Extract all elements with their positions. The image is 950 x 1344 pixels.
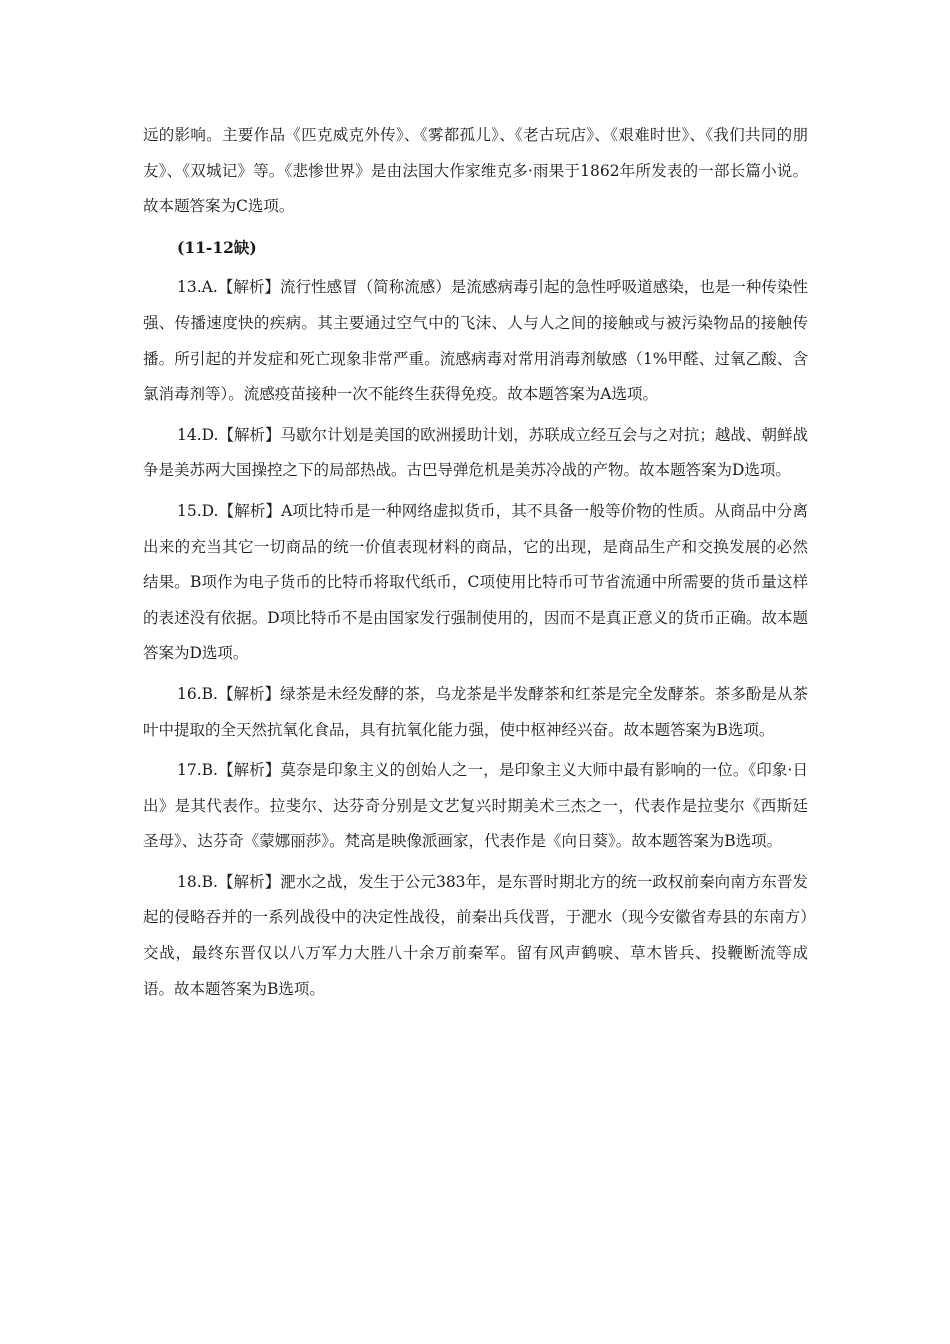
analysis-tag: 【解析】 [217, 872, 281, 891]
analysis-tag: 【解析】 [217, 761, 281, 780]
answer-text: 绿茶是未经发酵的茶，乌龙茶是半发酵茶和红茶是完全发酵茶。茶多酚是从茶叶中提取的全天然抗氧化食品，具有抗氧化能力强，使中枢神经兴奋。故本题答案为B选项。 [143, 684, 808, 739]
analysis-tag: 【解析】 [217, 278, 280, 297]
answer-text: 淝水之战，发生于公元383年，是东晋时期北方的统一政权前秦向南方东晋发起的侵略吞并的一系列战役中的决定性战役，前秦出兵伐晋，于淝水（现今安徽省寿县的东南方）交战，最终东晋仅以八万军力大胜八十余万前秦军。留有风声鹤唳、草木皆兵、投鞭断流等成语。故本题答案为B选项。 [143, 872, 808, 998]
answer-text: 流行性感冒（简称流感）是流感病毒引起的急性呼吸道感染，也是一种传染性强、传播速度快的疾病。其主要通过空气中的飞沫、人与人之间的接触或与被污染物品的接触传播。所引起的并发症和死亡现象非常严重。流感病毒对常用消毒剂敏感（1%甲醛、过氧乙酸、含氯消毒剂等）。流感疫苗接种一次不能终生获得免疫。故本题答案为A选项。 [143, 278, 808, 404]
answer-number: 14.D. [177, 425, 219, 444]
answer-16 [143, 677, 808, 748]
continuation-paragraph: 远的影响。主要作品《匹克威克外传》、《雾都孤儿》、《老古玩店》、《艰难时世》、《我们共同的朋友》、《双城记》等。《悲惨世界》是由法国大作家维克多·雨果于1862年所发表的一部长篇小说。故本题答案为C选项。 [143, 126, 808, 216]
answer-text: 马歇尔计划是美国的欧洲援助计划，苏联成立经互会与之对抗；越战、朝鲜战争是美苏两大国操控之下的局部热战。古巴导弹危机是美苏冷战的产物。故本题答案为D选项。 [143, 425, 808, 480]
missing-questions-note: (11-12缺) [177, 237, 257, 257]
answer-number: 17.B. [177, 761, 218, 780]
answer-18 [143, 865, 808, 1007]
answer-number: 18.B. [177, 872, 218, 891]
answer-number: 15.D. [177, 501, 219, 520]
analysis-tag: 【解析】 [218, 501, 282, 520]
analysis-tag: 【解析】 [217, 684, 281, 703]
analysis-tag: 【解析】 [218, 425, 281, 444]
answer-text: 莫奈是印象主义的创始人之一，是印象主义大师中最有影响的一位。《印象·日出》是其代表作。拉斐尔、达芬奇分别是文艺复兴时期美术三杰之一，代表作是拉斐尔《西斯廷圣母》、达芬奇《蒙娜丽莎》。梵高是映像派画家，代表作是《向日葵》。故本题答案为B选项。 [143, 761, 808, 851]
answer-17 [143, 753, 808, 860]
answer-number: 16.B. [177, 684, 218, 703]
answer-13 [143, 270, 808, 412]
answer-number: 13.A. [177, 278, 218, 297]
answer-text: A项比特币是一种网络虚拟货币，其不具备一般等价物的性质。从商品中分离出来的充当其它一切商品的统一价值表现材料的商品，它的出现，是商品生产和交换发展的必然结果。B项作为电子货币的比特币将取代纸币，C项使用比特币可节省流通中所需要的货币量这样的表述没有依据。D项比特币不是由国家发行强制使用的，因而不是真正意义的货币正确。故本题答案为D选项。 [143, 501, 808, 663]
answer-15 [143, 494, 808, 672]
document-page [143, 118, 808, 1012]
answer-14 [143, 418, 808, 489]
